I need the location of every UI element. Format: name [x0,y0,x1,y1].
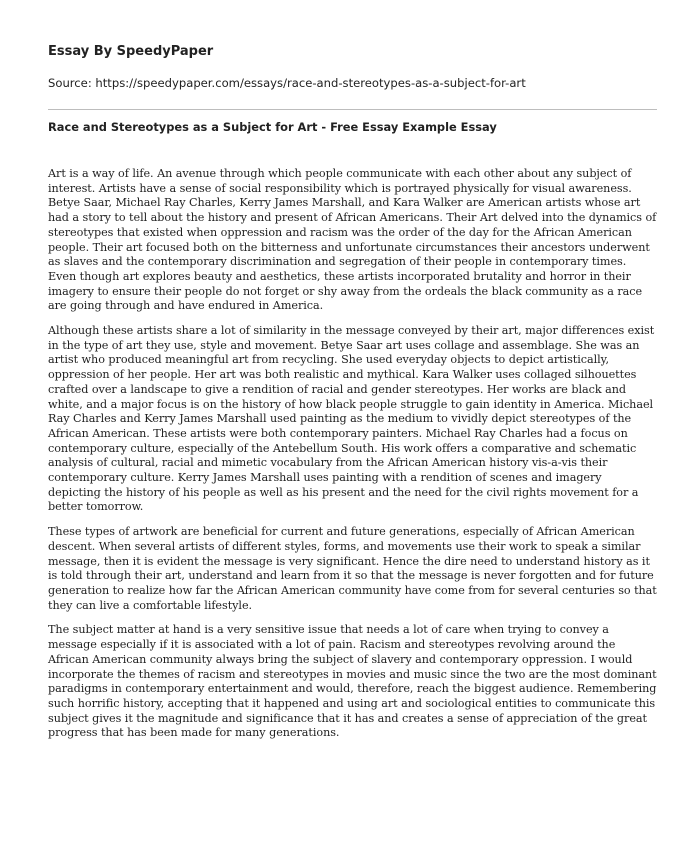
essay-paragraph: Art is a way of life. An avenue through which people communicate with each other about any subject of interest. Artists have a sense of social responsibility which is portrayed physically for visual awareness. Betye Saar, Michael Ray Charles, Kerry James Marshall, and Kara Walker are American artists whose art had a story to tell about the history and present of African Americans. Their Art delved into the dynamics of stereotypes that existed when oppression and racism was the order of the day for the African American people. Their art focused both on the bitterness and unfortunate circumstances their ancestors underwent as slaves and the contemporary discrimination and segregation of their people in contemporary times. Even though art explores beauty and aesthetics, these artists incorporated brutality and horror in their imagery to ensure their people do not forget or shy away from the ordeals the black community as a race are going through and have endured in America. [48,167,657,313]
essay-paragraph: The subject matter at hand is a very sensitive issue that needs a lot of care when trying to convey a message especially if it is associated with a lot of pain. Racism and stereotypes revolving around the African American community always bring the subject of slavery and contemporary oppression. I would incorporate the themes of racism and stereotypes in movies and music since the two are the most dominant paradigms in contemporary entertainment and would, therefore, reach the biggest audience. Remembering such horrific history, accepting that it happened and using art and sociological entities to communicate this subject gives it the magnitude and significance that it has and creates a sense of appreciation of the great progress that has been made for many generations. [48,623,657,740]
essay-body [48,167,657,741]
essay-paragraph: Although these artists share a lot of similarity in the message conveyed by their art, major differences exist in the type of art they use, style and movement. Betye Saar art uses collage and assemblage. She was an artist who produced meaningful art from recycling. She used everyday objects to depict artistically, oppression of her people. Her art was both realistic and mythical. Kara Walker uses collaged silhouettes crafted over a landscape to give a rendition of racial and gender stereotypes. Her works are black and white, and a major focus is on the history of how black people struggle to gain identity in America. Michael Ray Charles and Kerry James Marshall used painting as the medium to vividly depict stereotypes of the African American. These artists were both contemporary painters. Michael Ray Charles had a focus on contemporary culture, especially of the Antebellum South. His work offers a comparative and schematic analysis of cultural, racial and mimetic vocabulary from the African American history vis-a-vis their contemporary culture. Kerry James Marshall uses painting with a rendition of scenes and imagery depicting the history of his people as well as his present and the need for the civil rights movement for a better tomorrow. [48,324,655,514]
brand-heading: Essay By SpeedyPaper [48,44,214,59]
essay-title: Race and Stereotypes as a Subject for Art - Free Essay Example Essay [48,120,497,134]
header-divider [48,109,657,110]
source-line: Source: https://speedypaper.com/essays/race-and-stereotypes-as-a-subject-for-art [48,76,526,90]
essay-paragraph: These types of artwork are beneficial for current and future generations, especially of African American descent. When several artists of different styles, forms, and movements use their work to speak a similar message, then it is evident the message is very significant. Hence the dire need to understand history as it is told through their art, understand and learn from it so that the message is never forgotten and for future generation to realize how far the African American community have come from for several centuries so that they can live a comfortable lifestyle. [48,525,657,612]
